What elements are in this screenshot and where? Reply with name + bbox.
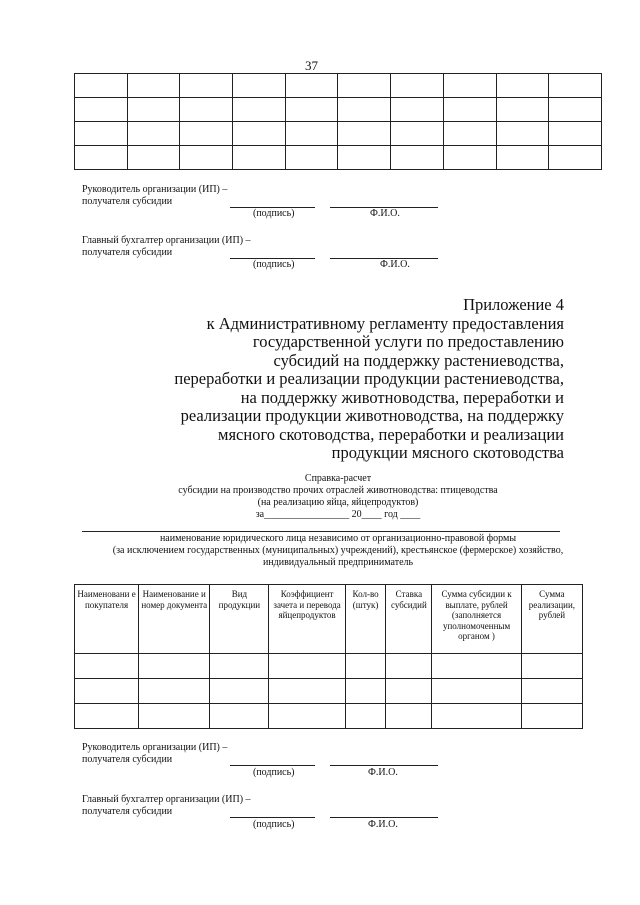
- table-cell: [386, 679, 432, 704]
- table-row: [75, 704, 583, 729]
- signature-caption: (подпись): [253, 767, 295, 778]
- header-cell: Вид продукции: [210, 585, 269, 654]
- table-row: [75, 146, 602, 170]
- form-title: Справка-расчет субсидии на производство прочих отраслей животноводства: птицеводства (на реализацию яйца, яйцепродуктов) за_________________ 20____ год ____: [178, 473, 498, 520]
- header-cell: Наименование и номер документа: [139, 585, 210, 654]
- table-cell: [233, 146, 286, 170]
- table-cell: [549, 74, 602, 98]
- table-cell: [285, 122, 338, 146]
- table-cell: [75, 74, 128, 98]
- name-line: [330, 765, 438, 766]
- table-cell: [549, 122, 602, 146]
- table-cell: [386, 654, 432, 679]
- signature-caption: (подпись): [253, 259, 295, 270]
- table-cell: [338, 74, 391, 98]
- table-cell: [269, 679, 345, 704]
- table-header-row: [75, 585, 583, 654]
- table-cell: [386, 704, 432, 729]
- table-cell: [549, 146, 602, 170]
- table-cell: [233, 98, 286, 122]
- table-cell: [443, 122, 496, 146]
- table-cell: [443, 74, 496, 98]
- table-cell: [338, 98, 391, 122]
- table-cell: [345, 654, 386, 679]
- table-cell: [345, 679, 386, 704]
- table-cell: [432, 654, 522, 679]
- table-cell: [285, 146, 338, 170]
- table-cell: [210, 679, 269, 704]
- signature-line: [230, 765, 315, 766]
- table-cell: [432, 704, 522, 729]
- table-cell: [139, 679, 210, 704]
- table-row: [75, 74, 602, 98]
- table-cell: [180, 98, 233, 122]
- table-cell: [521, 704, 582, 729]
- table-cell: [285, 74, 338, 98]
- header-cell: Сумма реализации, рублей: [521, 585, 582, 654]
- table-cell: [391, 146, 444, 170]
- table-cell: [75, 98, 128, 122]
- head-signature-label: Руководитель организации (ИП) – получателя субсидии: [82, 184, 228, 207]
- table-cell: [127, 98, 180, 122]
- table-cell: [210, 654, 269, 679]
- table-cell: [391, 74, 444, 98]
- header-cell: Кол-во (штук): [345, 585, 386, 654]
- signature-line: [230, 817, 315, 818]
- table-cell: [496, 146, 549, 170]
- head-signature-label: Руководитель организации (ИП) – получателя субсидии: [82, 742, 228, 765]
- table-cell: [338, 146, 391, 170]
- table-cell: [233, 74, 286, 98]
- table-cell: [139, 704, 210, 729]
- page-number: 37: [305, 58, 318, 73]
- header-cell: Сумма субсидии к выплате, рублей (заполняется уполномоченным органом ): [432, 585, 522, 654]
- table-cell: [391, 122, 444, 146]
- table-cell: [127, 146, 180, 170]
- table-cell: [345, 704, 386, 729]
- appendix-heading: Приложение 4 к Административному регламенту предоставления государственной услуги по предоставлению субсидий на поддержку растениеводства, переработки и реализации продукции растениеводства, на поддержку животноводства, переработки и реализации продукции животноводства, на поддержку мясного скотоводства, переработки и реализации продукции мясного скотоводства: [174, 295, 564, 462]
- table-cell: [285, 98, 338, 122]
- name-caption: Ф.И.О.: [370, 208, 400, 219]
- table-cell: [210, 704, 269, 729]
- table-cell: [180, 74, 233, 98]
- signature-caption: (подпись): [253, 208, 295, 219]
- table-cell: [496, 74, 549, 98]
- org-caption: наименование юридического лица независимо от организационно-правовой формы (за исключением государственных (муниципальных) учреждений), крестьянское (фермерское) хозяйство, индивидуальный предприниматель: [112, 533, 564, 568]
- table-cell: [139, 654, 210, 679]
- table-row: [75, 654, 583, 679]
- table-cell: [496, 98, 549, 122]
- table-row: [75, 122, 602, 146]
- name-line: [330, 817, 438, 818]
- table-row: [75, 679, 583, 704]
- table-cell: [496, 122, 549, 146]
- table-row: [75, 98, 602, 122]
- name-caption: Ф.И.О.: [368, 767, 398, 778]
- table-cell: [127, 122, 180, 146]
- table-cell: [75, 704, 139, 729]
- accountant-signature-label: Главный бухгалтер организации (ИП) – получателя субсидии: [82, 235, 251, 258]
- table-cell: [443, 98, 496, 122]
- accountant-signature-label: Главный бухгалтер организации (ИП) – получателя субсидии: [82, 794, 251, 817]
- table-cell: [521, 679, 582, 704]
- header-cell: Коэффициент зачета и перевода яйцепродуктов: [269, 585, 345, 654]
- header-cell: Ставка субсидий: [386, 585, 432, 654]
- table-cell: [443, 146, 496, 170]
- table-cell: [180, 146, 233, 170]
- table-cell: [521, 654, 582, 679]
- table-cell: [269, 654, 345, 679]
- name-caption: Ф.И.О.: [380, 259, 410, 270]
- table-cell: [75, 679, 139, 704]
- table-cell: [432, 679, 522, 704]
- org-name-line: [82, 531, 560, 532]
- table-cell: [338, 122, 391, 146]
- name-caption: Ф.И.О.: [368, 819, 398, 830]
- table-cell: [75, 654, 139, 679]
- table-cell: [127, 74, 180, 98]
- table-cell: [269, 704, 345, 729]
- table-cell: [233, 122, 286, 146]
- signature-caption: (подпись): [253, 819, 295, 830]
- header-cell: Наименовани е покупателя: [75, 585, 139, 654]
- table-cell: [391, 98, 444, 122]
- table-cell: [75, 122, 128, 146]
- table-cell: [75, 146, 128, 170]
- top-table: [74, 73, 602, 170]
- table-cell: [180, 122, 233, 146]
- table-cell: [549, 98, 602, 122]
- main-table: [74, 584, 583, 729]
